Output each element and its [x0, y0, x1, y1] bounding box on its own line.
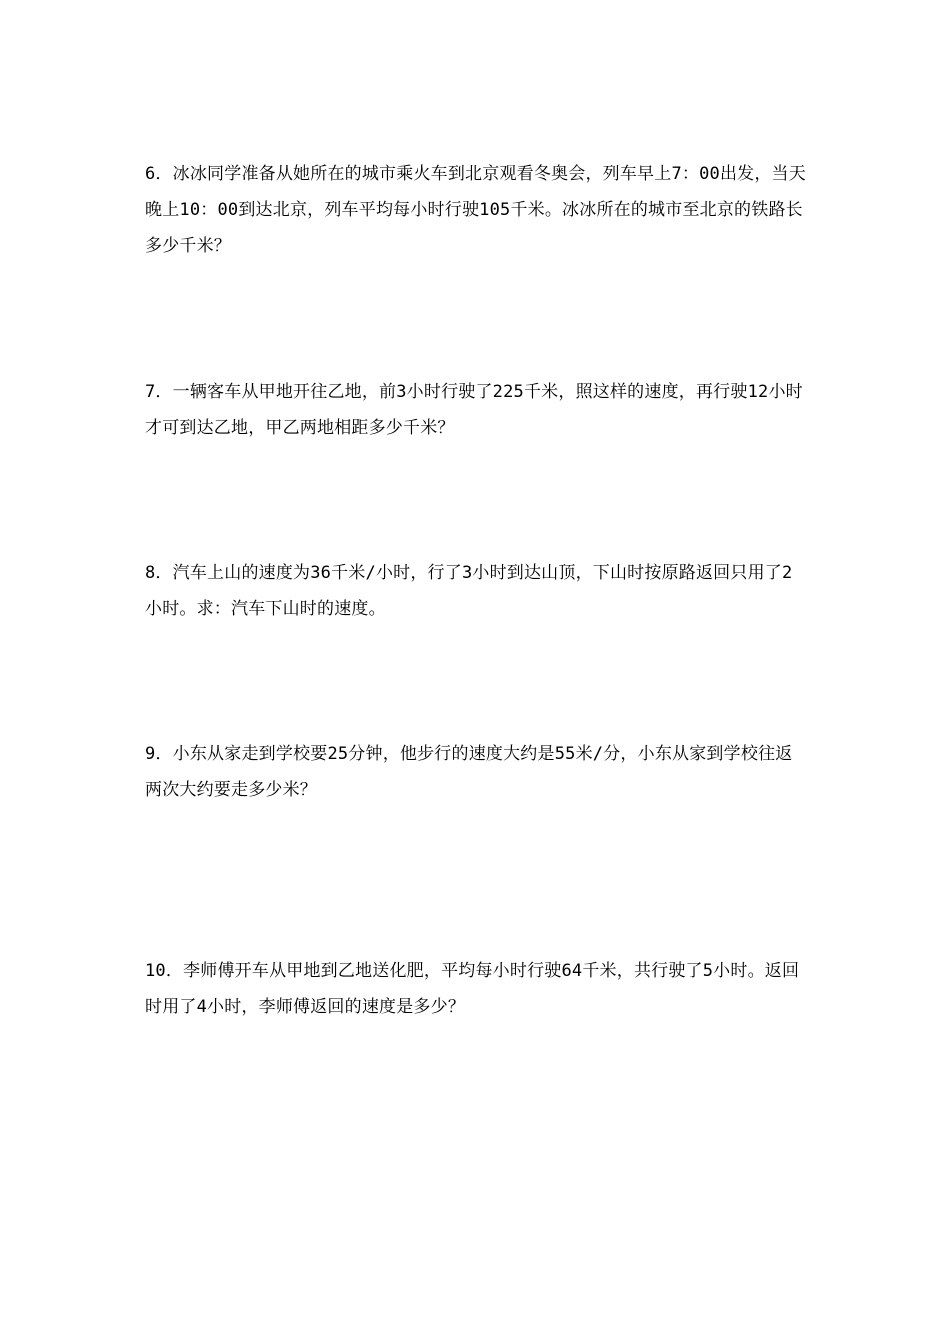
question-6	[145, 156, 807, 264]
question-text: 冰冰同学准备从她所在的城市乘火车到北京观看冬奥会，列车早上7：00出发，当天晚上10：00到达北京，列车平均每小时行驶105千米。冰冰所在的城市至北京的铁路长多少千米？	[145, 164, 806, 256]
question-9	[145, 736, 807, 808]
question-text: 一辆客车从甲地开往乙地，前3小时行驶了225千米，照这样的速度，再行驶12小时才可到达乙地，甲乙两地相距多少千米？	[145, 382, 803, 438]
question-number: 7．	[145, 382, 173, 402]
question-number: 10．	[145, 961, 184, 981]
question-number: 9．	[145, 744, 173, 764]
question-number: 6．	[145, 164, 173, 184]
question-10	[145, 953, 807, 1025]
question-8	[145, 555, 807, 627]
question-number: 8．	[145, 563, 173, 583]
question-text: 小东从家走到学校要25分钟，他步行的速度大约是55米/分，小东从家到学校往返两次大约要走多少米？	[145, 744, 793, 800]
question-7	[145, 374, 807, 446]
question-text: 汽车上山的速度为36千米/小时，行了3小时到达山顶，下山时按原路返回只用了2小时。求：汽车下山时的速度。	[145, 563, 793, 619]
question-text: 李师傅开车从甲地到乙地送化肥，平均每小时行驶64千米，共行驶了5小时。返回时用了4小时，李师傅返回的速度是多少？	[145, 961, 800, 1017]
